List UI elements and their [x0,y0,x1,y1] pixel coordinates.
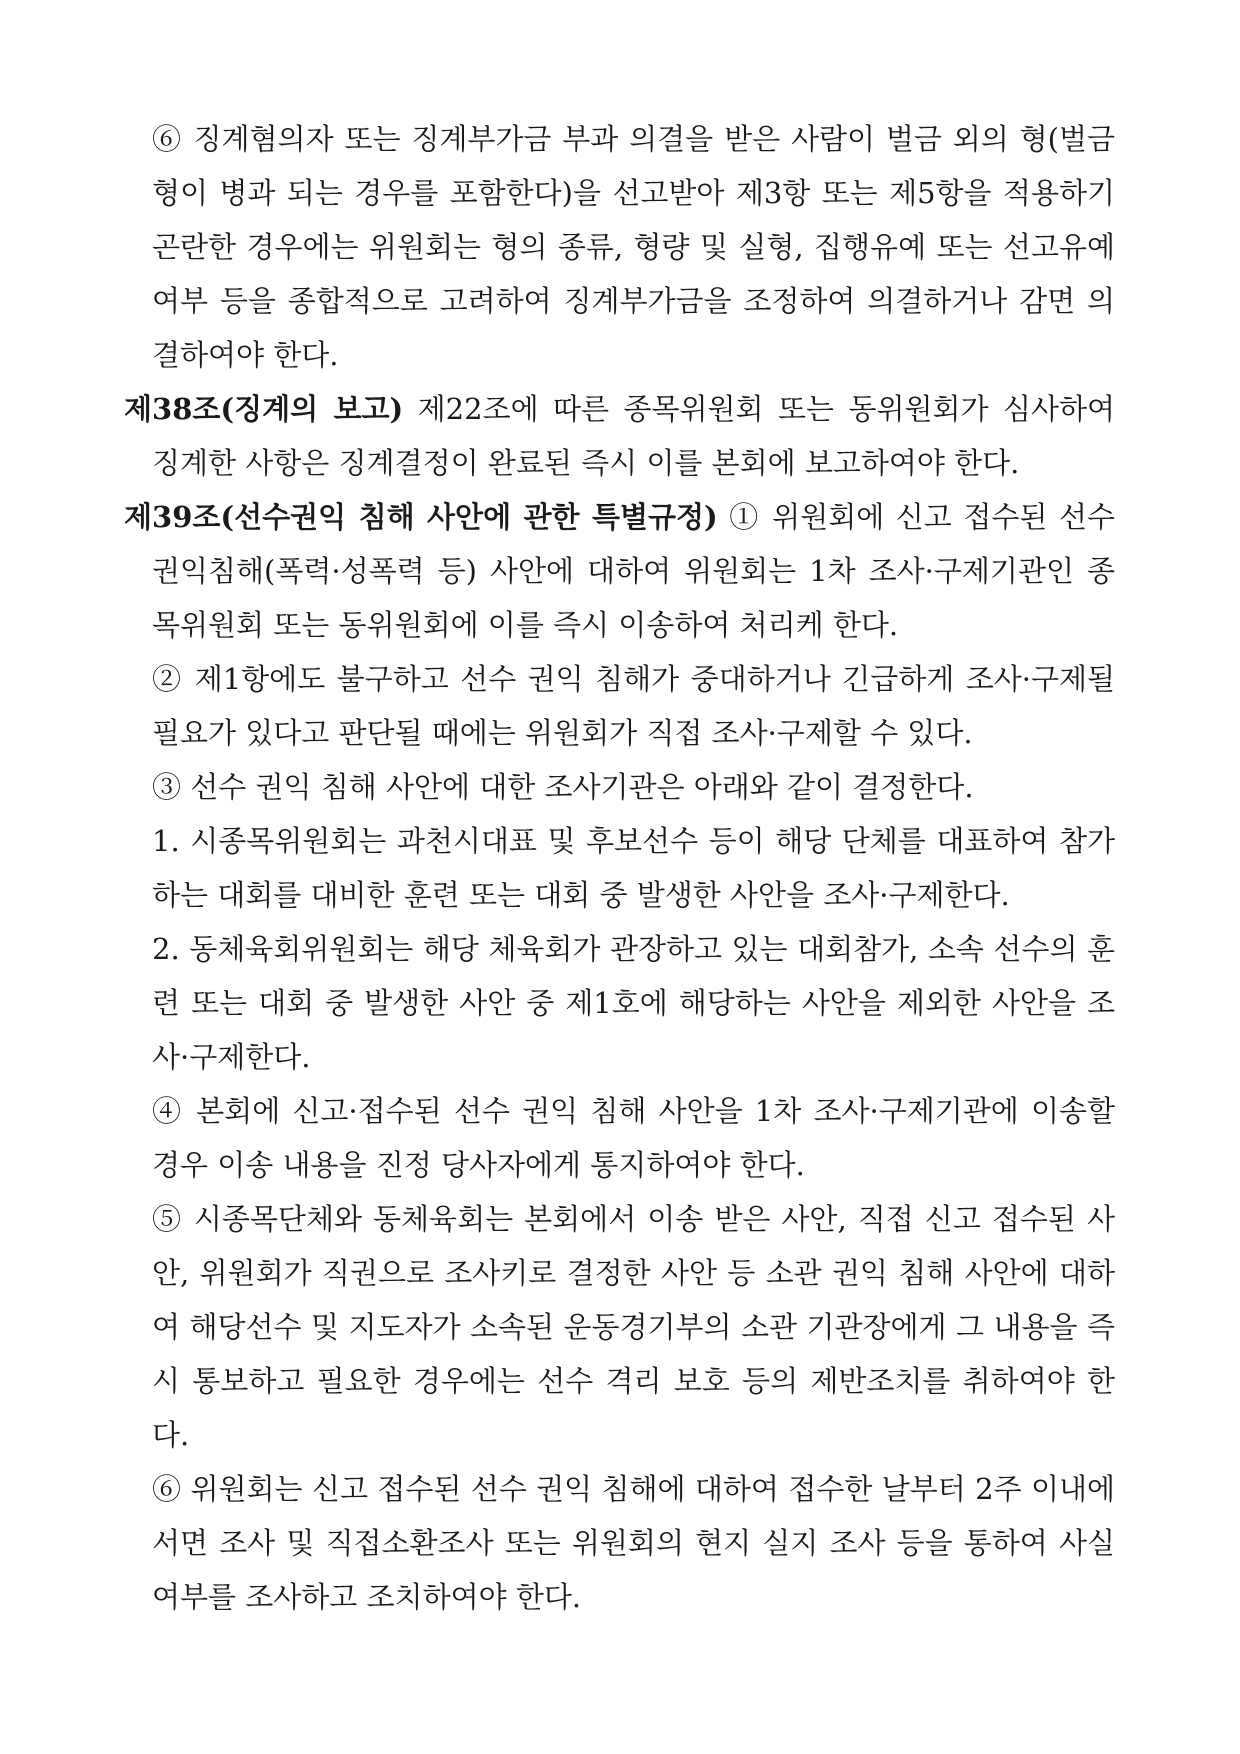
article-text: 제22조에 따른 종목위원회 또는 동위원회가 심사하여 징계한 사항은 징계결정이 완료된 즉시 이를 본회에 보고하여야 한다. [152,392,1115,480]
paragraph-text: ② 제1항에도 불구하고 선수 권익 침해가 중대하거나 긴급하게 조사·구제될 필요가 있다고 판단될 때에는 위원회가 직접 조사·구제할 수 있다. [152,662,1115,750]
paragraph-text: ④ 본회에 신고·접수된 선수 권익 침해 사안을 1차 조사·구제기관에 이송할 경우 이송 내용을 진정 당사자에게 통지하여야 한다. [152,1094,1115,1182]
article-38 [124,382,1115,490]
paragraph-text: ⑥ 징계혐의자 또는 징계부가금 부과 의결을 받은 사람이 벌금 외의 형(벌금형이 병과 되는 경우를 포함한다)을 선고받아 제3항 또는 제5항을 적용하기 곤란한 경우에는 위원회는 형의 종류, 형량 및 실형, 집행유예 또는 선고유예 여부 등을 종합적으로 고려하여 징계부가금을 조정하여 의결하거나 감면 의결하여야 한다. [152,122,1115,372]
item-39-3-1 [124,814,1115,922]
item-text: 2. 동체육회위원회는 해당 체육회가 관장하고 있는 대회참가, 소속 선수의 훈련 또는 대회 중 발생한 사안 중 제1호에 해당하는 사안을 제외한 사안을 조사·구제한다. [152,932,1115,1074]
paragraph-text: ⑤ 시종목단체와 동체육회는 본회에서 이송 받은 사안, 직접 신고 접수된 사안, 위원회가 직권으로 조사키로 결정한 사안 등 소관 권익 침해 사안에 대하여 해당선수 및 지도자가 소속된 운동경기부의 소관 기관장에게 그 내용을 즉시 통보하고 필요한 경우에는 선수 격리 보호 등의 제반조치를 취하여야 한다. [152,1202,1115,1452]
article-heading: 제38조(징계의 보고) [124,392,404,426]
article-text: ① 위원회에 신고 접수된 선수 권익침해(폭력·성폭력 등) 사안에 대하여 위원회는 1차 조사·구제기관인 종목위원회 또는 동위원회에 이를 즉시 이송하여 처리케 한다. [152,500,1115,642]
paragraph-text: ③ 선수 권익 침해 사안에 대한 조사기관은 아래와 같이 결정한다. [152,770,974,804]
paragraph-39-4 [124,1084,1115,1192]
item-39-3-2 [124,922,1115,1084]
paragraph-39-6 [124,1462,1115,1624]
paragraph-37-6 [124,112,1115,382]
item-text: 1. 시종목위원회는 과천시대표 및 후보선수 등이 해당 단체를 대표하여 참가하는 대회를 대비한 훈련 또는 대회 중 발생한 사안을 조사·구제한다. [152,824,1115,912]
article-39 [124,490,1115,652]
paragraph-39-3 [124,760,1115,814]
paragraph-39-2 [124,652,1115,760]
article-heading: 제39조(선수권익 침해 사안에 관한 특별규정) [124,500,718,534]
paragraph-39-5 [124,1192,1115,1462]
paragraph-text: ⑥ 위원회는 신고 접수된 선수 권익 침해에 대하여 접수한 날부터 2주 이내에 서면 조사 및 직접소환조사 또는 위원회의 현지 실지 조사 등을 통하여 사실 여부를 조사하고 조치하여야 한다. [152,1472,1115,1614]
